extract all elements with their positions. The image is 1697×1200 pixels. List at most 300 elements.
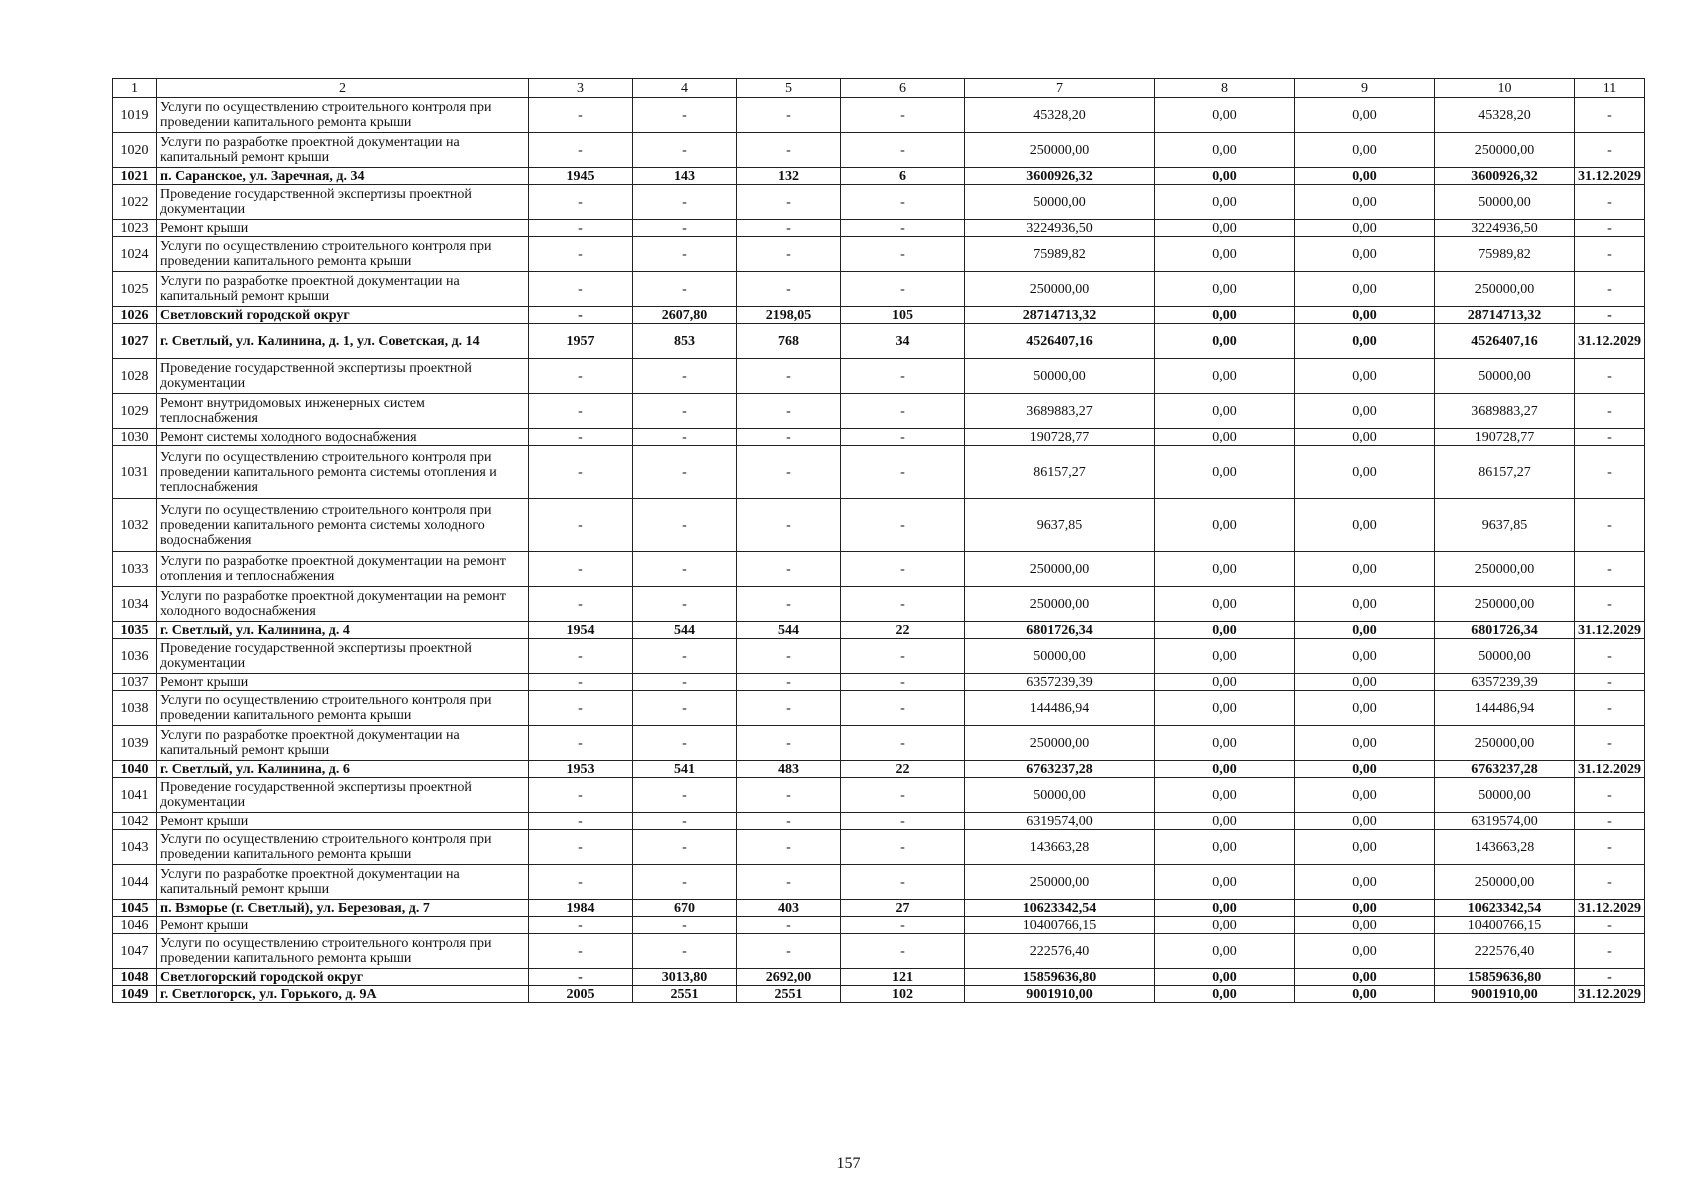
cell-col-11: - [1575, 237, 1645, 272]
item-name: Ремонт системы холодного водоснабжения [157, 429, 529, 446]
cell-col-6: 121 [841, 969, 965, 986]
cell-col-7: 86157,27 [965, 446, 1155, 499]
cell-col-3: 1954 [529, 622, 633, 639]
cell-col-6: - [841, 674, 965, 691]
cell-col-4: - [633, 917, 737, 934]
table-row [113, 969, 1645, 986]
cell-col-7: 6763237,28 [965, 761, 1155, 778]
cell-col-10: 3224936,50 [1435, 220, 1575, 237]
cell-col-9: 0,00 [1295, 587, 1435, 622]
cell-col-8: 0,00 [1155, 168, 1295, 185]
cell-col-5: 403 [737, 900, 841, 917]
cell-col-6: - [841, 98, 965, 133]
cell-col-4: 670 [633, 900, 737, 917]
cell-col-9: 0,00 [1295, 359, 1435, 394]
column-header: 7 [965, 79, 1155, 98]
header-row [113, 79, 1645, 98]
cell-col-10: 190728,77 [1435, 429, 1575, 446]
column-header: 2 [157, 79, 529, 98]
cell-col-4: - [633, 865, 737, 900]
row-number: 1024 [113, 237, 157, 272]
cell-col-5: - [737, 917, 841, 934]
cell-col-3: - [529, 691, 633, 726]
cell-col-8: 0,00 [1155, 900, 1295, 917]
cell-col-11: - [1575, 969, 1645, 986]
cell-col-3: - [529, 307, 633, 324]
cell-col-10: 250000,00 [1435, 552, 1575, 587]
cell-col-3: - [529, 674, 633, 691]
item-name: г. Светлый, ул. Калинина, д. 1, ул. Советская, д. 14 [157, 324, 529, 359]
cell-col-3: - [529, 726, 633, 761]
cell-col-3: - [529, 394, 633, 429]
cell-col-8: 0,00 [1155, 934, 1295, 969]
cell-col-3: 1953 [529, 761, 633, 778]
cell-col-7: 190728,77 [965, 429, 1155, 446]
cell-col-10: 50000,00 [1435, 185, 1575, 220]
row-number: 1046 [113, 917, 157, 934]
table-row [113, 639, 1645, 674]
cell-col-4: 2551 [633, 986, 737, 1003]
row-number: 1041 [113, 778, 157, 813]
row-number: 1029 [113, 394, 157, 429]
cell-col-7: 28714713,32 [965, 307, 1155, 324]
cell-col-7: 50000,00 [965, 185, 1155, 220]
cell-col-4: 2607,80 [633, 307, 737, 324]
cell-col-5: 2551 [737, 986, 841, 1003]
cell-col-7: 45328,20 [965, 98, 1155, 133]
cell-col-10: 50000,00 [1435, 778, 1575, 813]
cell-col-11: - [1575, 394, 1645, 429]
cell-col-6: - [841, 587, 965, 622]
item-name: Проведение государственной экспертизы проектной документации [157, 639, 529, 674]
item-name: Проведение государственной экспертизы проектной документации [157, 359, 529, 394]
cell-col-9: 0,00 [1295, 934, 1435, 969]
cell-col-10: 250000,00 [1435, 133, 1575, 168]
item-name: Услуги по разработке проектной документации на капитальный ремонт крыши [157, 133, 529, 168]
cell-col-8: 0,00 [1155, 778, 1295, 813]
cell-col-5: - [737, 429, 841, 446]
cell-col-3: - [529, 98, 633, 133]
cell-col-5: - [737, 359, 841, 394]
column-header: 4 [633, 79, 737, 98]
cell-col-7: 75989,82 [965, 237, 1155, 272]
cell-col-4: - [633, 934, 737, 969]
cell-col-3: - [529, 429, 633, 446]
table-row [113, 761, 1645, 778]
cell-col-10: 143663,28 [1435, 830, 1575, 865]
cell-col-5: - [737, 778, 841, 813]
item-name: Проведение государственной экспертизы проектной документации [157, 185, 529, 220]
cell-col-11: - [1575, 830, 1645, 865]
cell-col-6: - [841, 639, 965, 674]
column-header: 3 [529, 79, 633, 98]
cell-col-9: 0,00 [1295, 552, 1435, 587]
table-row [113, 98, 1645, 133]
cell-col-8: 0,00 [1155, 307, 1295, 324]
cell-col-5: 2198,05 [737, 307, 841, 324]
cell-col-9: 0,00 [1295, 429, 1435, 446]
cell-col-8: 0,00 [1155, 429, 1295, 446]
cell-col-6: - [841, 552, 965, 587]
cell-col-6: - [841, 429, 965, 446]
cell-col-10: 9001910,00 [1435, 986, 1575, 1003]
cell-col-5: - [737, 691, 841, 726]
table-row [113, 499, 1645, 552]
cell-col-6: - [841, 813, 965, 830]
cell-col-9: 0,00 [1295, 272, 1435, 307]
cell-col-4: - [633, 552, 737, 587]
cell-col-3: - [529, 359, 633, 394]
table-row [113, 917, 1645, 934]
row-number: 1049 [113, 986, 157, 1003]
cell-col-4: 853 [633, 324, 737, 359]
cell-col-3: - [529, 778, 633, 813]
cell-col-9: 0,00 [1295, 220, 1435, 237]
page-number: 157 [836, 1155, 861, 1172]
row-number: 1023 [113, 220, 157, 237]
cell-col-3: - [529, 587, 633, 622]
cell-col-6: 22 [841, 622, 965, 639]
cell-col-11: - [1575, 639, 1645, 674]
cell-col-3: 2005 [529, 986, 633, 1003]
table-row [113, 237, 1645, 272]
cell-col-6: - [841, 865, 965, 900]
item-name: Услуги по осуществлению строительного контроля при проведении капитального ремонта системы отопления и теплоснабжения [157, 446, 529, 499]
cell-col-6: - [841, 394, 965, 429]
cell-col-11: - [1575, 133, 1645, 168]
cell-col-4: - [633, 185, 737, 220]
cell-col-10: 10400766,15 [1435, 917, 1575, 934]
cell-col-11: - [1575, 499, 1645, 552]
cell-col-4: 544 [633, 622, 737, 639]
cell-col-11: - [1575, 446, 1645, 499]
cell-col-6: - [841, 778, 965, 813]
cell-col-11: - [1575, 98, 1645, 133]
cell-col-10: 50000,00 [1435, 639, 1575, 674]
register-sheet [112, 78, 1644, 1003]
cell-col-8: 0,00 [1155, 986, 1295, 1003]
table-row [113, 813, 1645, 830]
cell-col-6: 22 [841, 761, 965, 778]
cell-col-5: - [737, 587, 841, 622]
cell-col-6: - [841, 220, 965, 237]
cell-col-3: - [529, 552, 633, 587]
cell-col-7: 6357239,39 [965, 674, 1155, 691]
cell-col-9: 0,00 [1295, 499, 1435, 552]
cell-col-3: 1984 [529, 900, 633, 917]
cell-col-9: 0,00 [1295, 813, 1435, 830]
cell-col-9: 0,00 [1295, 394, 1435, 429]
table-row [113, 168, 1645, 185]
cell-col-4: - [633, 587, 737, 622]
cell-col-11: 31.12.2029 [1575, 168, 1645, 185]
cell-col-4: - [633, 394, 737, 429]
cell-col-8: 0,00 [1155, 813, 1295, 830]
cell-col-4: 3013,80 [633, 969, 737, 986]
table-body [113, 79, 1645, 1003]
table-row [113, 674, 1645, 691]
cell-col-8: 0,00 [1155, 622, 1295, 639]
item-name: Услуги по разработке проектной документации на капитальный ремонт крыши [157, 272, 529, 307]
row-number: 1033 [113, 552, 157, 587]
cell-col-6: 102 [841, 986, 965, 1003]
cell-col-4: - [633, 830, 737, 865]
cell-col-4: 143 [633, 168, 737, 185]
column-header: 5 [737, 79, 841, 98]
table-row [113, 726, 1645, 761]
cell-col-11: - [1575, 726, 1645, 761]
cell-col-5: 132 [737, 168, 841, 185]
cell-col-10: 50000,00 [1435, 359, 1575, 394]
cell-col-9: 0,00 [1295, 986, 1435, 1003]
table-row [113, 220, 1645, 237]
cell-col-11: - [1575, 587, 1645, 622]
table-row [113, 691, 1645, 726]
item-name: г. Светлый, ул. Калинина, д. 6 [157, 761, 529, 778]
cell-col-3: - [529, 917, 633, 934]
row-number: 1027 [113, 324, 157, 359]
cell-col-6: - [841, 691, 965, 726]
table-row [113, 394, 1645, 429]
cell-col-5: - [737, 726, 841, 761]
cell-col-4: - [633, 98, 737, 133]
cell-col-5: - [737, 237, 841, 272]
cell-col-4: - [633, 639, 737, 674]
cell-col-8: 0,00 [1155, 865, 1295, 900]
column-header: 11 [1575, 79, 1645, 98]
cell-col-8: 0,00 [1155, 324, 1295, 359]
item-name: п. Саранское, ул. Заречная, д. 34 [157, 168, 529, 185]
cell-col-6: - [841, 830, 965, 865]
cell-col-9: 0,00 [1295, 969, 1435, 986]
cell-col-8: 0,00 [1155, 830, 1295, 865]
cell-col-9: 0,00 [1295, 185, 1435, 220]
item-name: Ремонт крыши [157, 220, 529, 237]
cell-col-7: 10400766,15 [965, 917, 1155, 934]
cell-col-8: 0,00 [1155, 185, 1295, 220]
cell-col-10: 250000,00 [1435, 272, 1575, 307]
cell-col-6: - [841, 272, 965, 307]
cell-col-8: 0,00 [1155, 674, 1295, 691]
cell-col-9: 0,00 [1295, 761, 1435, 778]
item-name: Ремонт крыши [157, 674, 529, 691]
column-header: 8 [1155, 79, 1295, 98]
cell-col-11: 31.12.2029 [1575, 622, 1645, 639]
item-name: Услуги по разработке проектной документации на ремонт холодного водоснабжения [157, 587, 529, 622]
cell-col-7: 250000,00 [965, 133, 1155, 168]
cell-col-11: - [1575, 674, 1645, 691]
cell-col-9: 0,00 [1295, 830, 1435, 865]
table-row [113, 830, 1645, 865]
cell-col-6: 6 [841, 168, 965, 185]
cell-col-11: - [1575, 917, 1645, 934]
item-name: Светлогорский городской округ [157, 969, 529, 986]
cell-col-10: 250000,00 [1435, 865, 1575, 900]
cell-col-7: 250000,00 [965, 587, 1155, 622]
cell-col-11: - [1575, 359, 1645, 394]
cell-col-8: 0,00 [1155, 133, 1295, 168]
row-number: 1028 [113, 359, 157, 394]
cell-col-9: 0,00 [1295, 622, 1435, 639]
cell-col-10: 15859636,80 [1435, 969, 1575, 986]
table-row [113, 446, 1645, 499]
cell-col-8: 0,00 [1155, 917, 1295, 934]
cell-col-4: - [633, 674, 737, 691]
cell-col-10: 75989,82 [1435, 237, 1575, 272]
cell-col-7: 3600926,32 [965, 168, 1155, 185]
cell-col-7: 50000,00 [965, 359, 1155, 394]
cell-col-5: - [737, 639, 841, 674]
row-number: 1047 [113, 934, 157, 969]
cell-col-7: 6319574,00 [965, 813, 1155, 830]
table-row [113, 552, 1645, 587]
table-row [113, 307, 1645, 324]
table-row [113, 133, 1645, 168]
cell-col-8: 0,00 [1155, 552, 1295, 587]
table-row [113, 324, 1645, 359]
cell-col-3: 1957 [529, 324, 633, 359]
row-number: 1019 [113, 98, 157, 133]
cell-col-11: - [1575, 185, 1645, 220]
cell-col-10: 250000,00 [1435, 587, 1575, 622]
cell-col-3: - [529, 133, 633, 168]
cell-col-3: - [529, 639, 633, 674]
cell-col-8: 0,00 [1155, 969, 1295, 986]
cell-col-4: - [633, 813, 737, 830]
cell-col-3: - [529, 499, 633, 552]
cell-col-5: - [737, 499, 841, 552]
cell-col-3: - [529, 272, 633, 307]
cell-col-11: - [1575, 272, 1645, 307]
cell-col-3: - [529, 969, 633, 986]
table-row [113, 272, 1645, 307]
cell-col-6: - [841, 499, 965, 552]
cell-col-4: - [633, 446, 737, 499]
cell-col-10: 86157,27 [1435, 446, 1575, 499]
cell-col-8: 0,00 [1155, 499, 1295, 552]
cell-col-5: - [737, 133, 841, 168]
row-number: 1030 [113, 429, 157, 446]
cell-col-6: - [841, 185, 965, 220]
cell-col-8: 0,00 [1155, 639, 1295, 674]
cell-col-4: 541 [633, 761, 737, 778]
cell-col-4: - [633, 726, 737, 761]
row-number: 1048 [113, 969, 157, 986]
cell-col-7: 250000,00 [965, 865, 1155, 900]
row-number: 1020 [113, 133, 157, 168]
cell-col-11: - [1575, 691, 1645, 726]
cell-col-4: - [633, 499, 737, 552]
row-number: 1022 [113, 185, 157, 220]
cell-col-5: - [737, 220, 841, 237]
cell-col-5: - [737, 934, 841, 969]
cell-col-3: - [529, 830, 633, 865]
cell-col-3: - [529, 934, 633, 969]
table-row [113, 778, 1645, 813]
item-name: г. Светлогорск, ул. Горького, д. 9А [157, 986, 529, 1003]
item-name: Ремонт внутридомовых инженерных систем теплоснабжения [157, 394, 529, 429]
cell-col-5: - [737, 830, 841, 865]
row-number: 1040 [113, 761, 157, 778]
cell-col-9: 0,00 [1295, 133, 1435, 168]
cell-col-7: 50000,00 [965, 778, 1155, 813]
cell-col-7: 3224936,50 [965, 220, 1155, 237]
item-name: Услуги по осуществлению строительного контроля при проведении капитального ремонта крыши [157, 237, 529, 272]
table-row [113, 359, 1645, 394]
cell-col-6: - [841, 726, 965, 761]
cell-col-6: - [841, 934, 965, 969]
cell-col-5: - [737, 185, 841, 220]
item-name: Услуги по осуществлению строительного контроля при проведении капитального ремонта крыши [157, 830, 529, 865]
cell-col-9: 0,00 [1295, 446, 1435, 499]
cell-col-8: 0,00 [1155, 272, 1295, 307]
cell-col-5: - [737, 272, 841, 307]
item-name: Услуги по разработке проектной документации на ремонт отопления и теплоснабжения [157, 552, 529, 587]
column-header: 9 [1295, 79, 1435, 98]
cell-col-5: 768 [737, 324, 841, 359]
item-name: п. Взморье (г. Светлый), ул. Березовая, д. 7 [157, 900, 529, 917]
item-name: Услуги по разработке проектной документации на капитальный ремонт крыши [157, 865, 529, 900]
cell-col-10: 3689883,27 [1435, 394, 1575, 429]
cell-col-8: 0,00 [1155, 220, 1295, 237]
table-row [113, 865, 1645, 900]
cell-col-6: - [841, 237, 965, 272]
cell-col-10: 3600926,32 [1435, 168, 1575, 185]
cell-col-10: 45328,20 [1435, 98, 1575, 133]
cell-col-10: 6801726,34 [1435, 622, 1575, 639]
item-name: г. Светлый, ул. Калинина, д. 4 [157, 622, 529, 639]
cell-col-4: - [633, 691, 737, 726]
cell-col-11: - [1575, 307, 1645, 324]
column-header: 6 [841, 79, 965, 98]
cell-col-7: 222576,40 [965, 934, 1155, 969]
cell-col-5: - [737, 394, 841, 429]
cell-col-3: - [529, 813, 633, 830]
row-number: 1038 [113, 691, 157, 726]
cell-col-10: 6763237,28 [1435, 761, 1575, 778]
column-header: 10 [1435, 79, 1575, 98]
cell-col-9: 0,00 [1295, 639, 1435, 674]
cell-col-5: 544 [737, 622, 841, 639]
cell-col-9: 0,00 [1295, 307, 1435, 324]
cell-col-9: 0,00 [1295, 98, 1435, 133]
cell-col-4: - [633, 429, 737, 446]
cell-col-11: - [1575, 813, 1645, 830]
cell-col-10: 10623342,54 [1435, 900, 1575, 917]
column-header: 1 [113, 79, 157, 98]
cell-col-10: 250000,00 [1435, 726, 1575, 761]
cell-col-11: 31.12.2029 [1575, 900, 1645, 917]
cell-col-8: 0,00 [1155, 691, 1295, 726]
table-row [113, 622, 1645, 639]
row-number: 1031 [113, 446, 157, 499]
row-number: 1035 [113, 622, 157, 639]
cell-col-9: 0,00 [1295, 778, 1435, 813]
cell-col-9: 0,00 [1295, 917, 1435, 934]
item-name: Услуги по осуществлению строительного контроля при проведении капитального ремонта крыши [157, 98, 529, 133]
cell-col-7: 143663,28 [965, 830, 1155, 865]
cell-col-9: 0,00 [1295, 726, 1435, 761]
cell-col-7: 250000,00 [965, 272, 1155, 307]
cell-col-6: - [841, 446, 965, 499]
cell-col-4: - [633, 220, 737, 237]
cell-col-3: - [529, 185, 633, 220]
cell-col-5: - [737, 674, 841, 691]
cell-col-10: 144486,94 [1435, 691, 1575, 726]
cell-col-8: 0,00 [1155, 761, 1295, 778]
cell-col-7: 15859636,80 [965, 969, 1155, 986]
cell-col-8: 0,00 [1155, 359, 1295, 394]
